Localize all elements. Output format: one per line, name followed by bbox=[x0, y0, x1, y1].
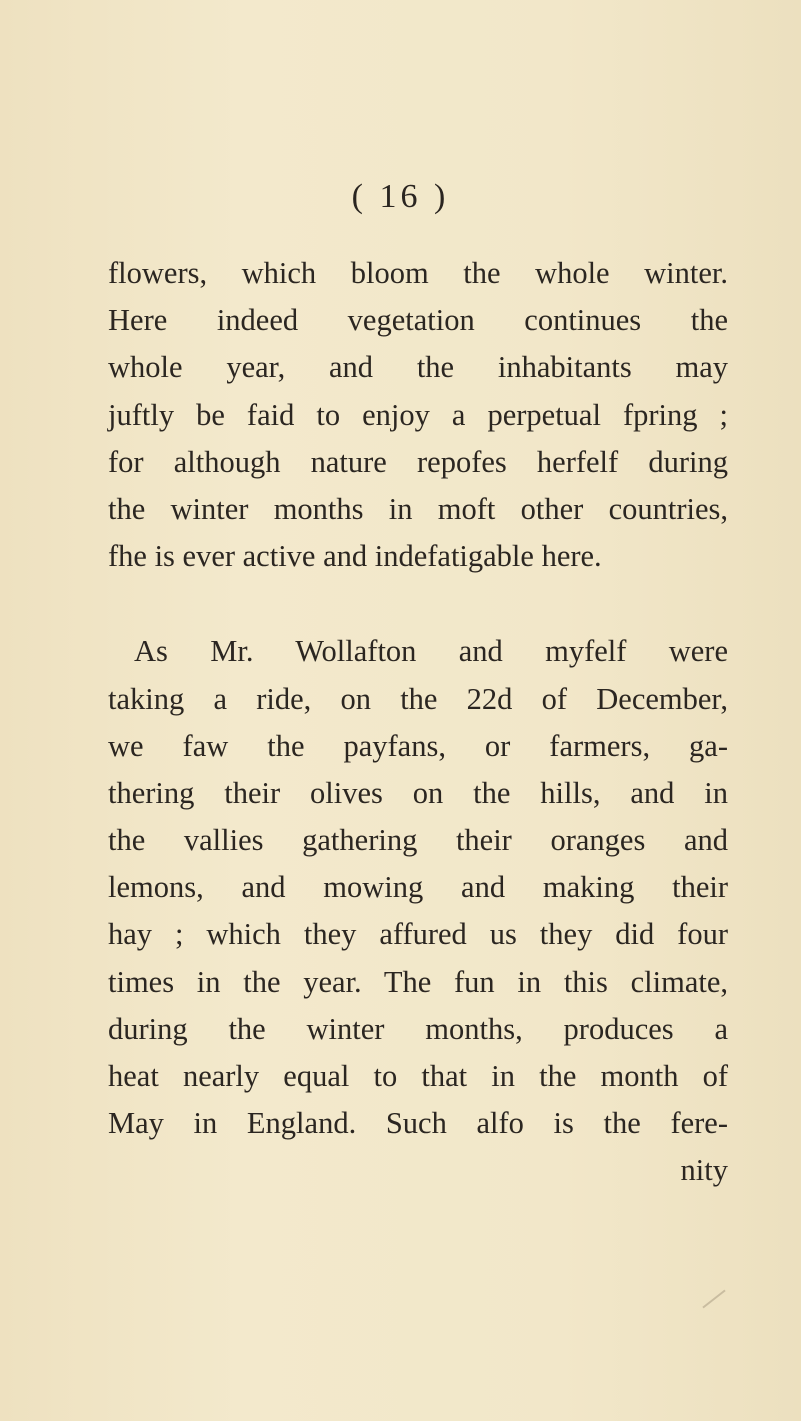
text-line: whole year, and the inhabitants may bbox=[108, 350, 728, 385]
catchword: nity bbox=[680, 1153, 728, 1188]
text-line: the vallies gathering their oranges and bbox=[108, 823, 728, 858]
paragraph-gap bbox=[108, 580, 728, 628]
text-line: fhe is ever active and indefatigable here. bbox=[108, 539, 602, 574]
text-line: during the winter months, produces a bbox=[108, 1011, 728, 1046]
body-text bbox=[108, 250, 728, 1195]
text-line: the winter months in moft other countries, bbox=[108, 491, 728, 526]
text-line: hay ; which they affured us they did four bbox=[108, 917, 728, 952]
text-line: May in England. Such alfo is the fere- bbox=[108, 1106, 728, 1141]
paper-mark bbox=[702, 1290, 725, 1309]
text-line: times in the year. The fun in this climate, bbox=[108, 964, 728, 999]
page-number: ( 16 ) bbox=[351, 178, 450, 215]
text-line: juftly be faid to enjoy a perpetual fpring ; bbox=[108, 397, 728, 432]
text-line: we faw the payfans, or farmers, ga- bbox=[108, 728, 728, 763]
text-line: Here indeed vegetation continues the bbox=[108, 303, 728, 338]
text-line: lemons, and mowing and making their bbox=[108, 870, 728, 905]
text-line: As Mr. Wollafton and myfelf were bbox=[134, 634, 728, 669]
text-line: for although nature repofes herfelf during bbox=[108, 444, 728, 479]
text-line: taking a ride, on the 22d of December, bbox=[108, 681, 728, 716]
text-line: heat nearly equal to that in the month of bbox=[108, 1059, 728, 1093]
text-line: thering their olives on the hills, and in bbox=[108, 775, 728, 810]
text-line: flowers, which bloom the whole winter. bbox=[108, 256, 728, 290]
